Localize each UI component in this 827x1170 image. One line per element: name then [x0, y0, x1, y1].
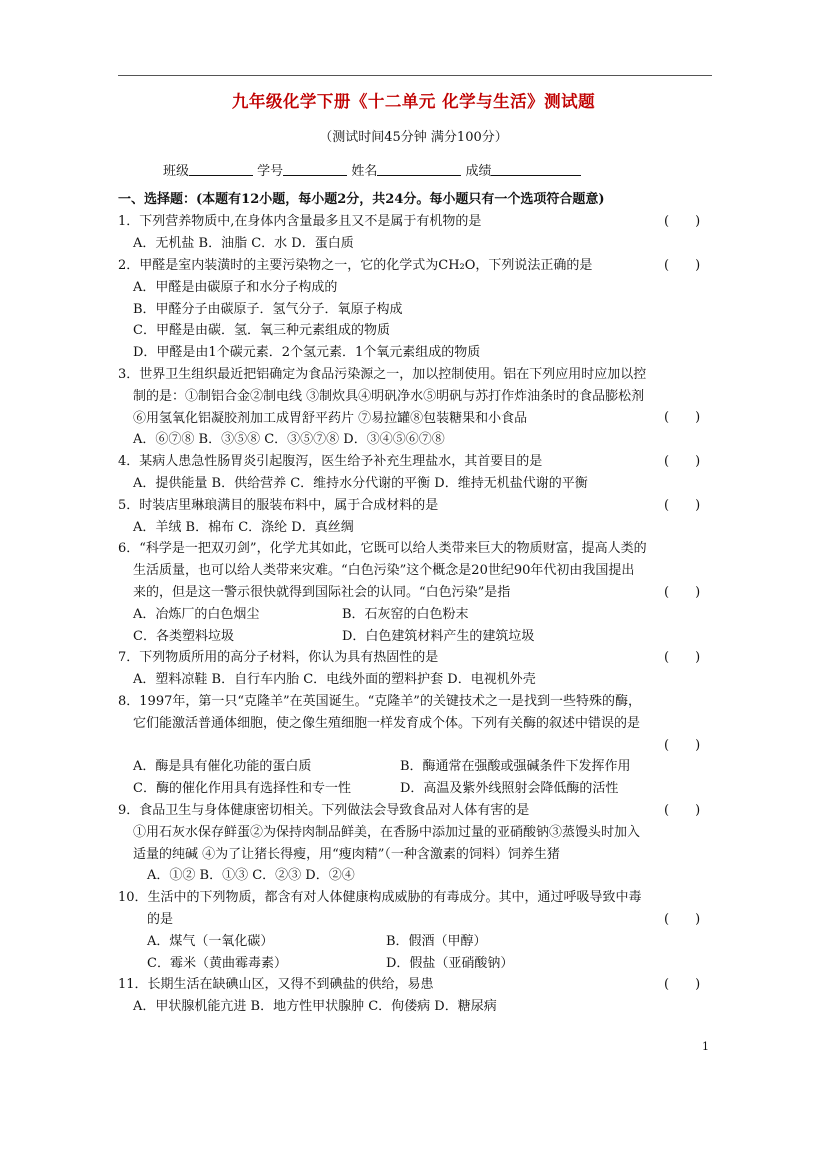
answer-paren-5[interactable]: ( )	[664, 498, 701, 513]
header-rule	[118, 75, 712, 76]
option-6a: A．冶炼厂的白色烟尘	[133, 607, 260, 622]
options-1: A．无机盐 B．油脂 C．水 D．蛋白质	[133, 236, 354, 251]
option-2a: A．甲醛是由碳原子和水分子构成的	[133, 280, 338, 295]
answer-paren-6[interactable]: ( )	[664, 585, 701, 600]
page-number: 1	[702, 1040, 709, 1053]
option-10d: D．假盐（亚硝酸钠）	[386, 956, 514, 971]
question-9: 9．食品卫生与身体健康密切相关。下列做法会导致食品对人体有害的是	[118, 803, 530, 818]
question-6-line2: 生活质量，也可以给人类带来灾难。“白色污染”这个概念是20世纪90年代初由我国提出	[133, 563, 635, 578]
question-3-line1: 3．世界卫生组织最近把铝确定为食品污染源之一，加以控制使用。铝在下列应用时应加以控	[118, 367, 647, 382]
score-label: 成绩	[465, 164, 492, 179]
question-3-line3: ⑥用氢氧化铝凝胶剂加工成胃舒平药片 ⑦易拉罐⑧包装糖果和小食品	[133, 411, 528, 426]
name-blank[interactable]	[377, 163, 461, 176]
options-5: A．羊绒 B．棉布 C．涤纶 D．真丝绸	[133, 520, 354, 535]
option-10c: C．霉米（黄曲霉毒素）	[147, 956, 287, 971]
question-9-line2: ①用石灰水保存鲜蛋②为保持肉制品鲜美，在香肠中添加过量的亚硝酸钠③蒸馒头时加入	[133, 825, 641, 840]
option-8d: D．高温及紫外线照射会降低酶的活性	[400, 781, 619, 796]
answer-paren-8[interactable]: ( )	[664, 738, 701, 753]
answer-paren-2[interactable]: ( )	[664, 258, 701, 273]
option-2c: C．甲醛是由碳．氢．氧三种元素组成的物质	[133, 323, 390, 338]
answer-paren-4[interactable]: ( )	[664, 454, 701, 469]
options-4: A．提供能量 B．供给营养 C．维持水分代谢的平衡 D．维持无机盐代谢的平衡	[133, 476, 588, 491]
answer-paren-3[interactable]: ( )	[664, 410, 701, 425]
option-6c: C．各类塑料垃圾	[133, 629, 234, 644]
id-label: 学号	[257, 164, 284, 179]
class-blank[interactable]	[189, 163, 253, 176]
question-10-line1: 10．生活中的下列物质，都含有对人体健康构成威胁的有毒成分。其中，通过呼吸导致中毒	[118, 890, 642, 905]
options-3: A．⑥⑦⑧ B．③⑤⑧ C．③⑤⑦⑧ D．③④⑤⑥⑦⑧	[133, 432, 445, 447]
option-10b: B．假酒（甲醇）	[386, 934, 487, 949]
question-8-line1: 8．1997年，第一只“克隆羊”在英国诞生。“克隆羊”的关键技术之一是找到一些特殊的酶，	[118, 694, 641, 709]
option-8a: A．酶是具有催化功能的蛋白质	[133, 759, 312, 774]
answer-paren-11[interactable]: ( )	[664, 977, 701, 992]
options-11: A．甲状腺机能亢进 B．地方性甲状腺肿 C．佝偻病 D．糖尿病	[133, 999, 497, 1014]
answer-paren-10[interactable]: ( )	[664, 912, 701, 927]
options-9: A．①② B．①③ C．②③ D．②④	[147, 868, 355, 883]
question-9-line3: 适量的纯碱 ④为了让猪长得瘦，用“瘦肉精”（一种含激素的饲料）饲养生猪	[133, 847, 560, 862]
question-6-line3: 来的，但是这一警示很快就得到国际社会的认同。“白色污染”是指	[133, 585, 511, 600]
option-10a: A．煤气（一氧化碳）	[147, 934, 274, 949]
option-2d: D．甲醛是由1个碳元素．2个氢元素．1个氧元素组成的物质	[133, 345, 481, 360]
question-1: 1．下列营养物质中,在身体内含量最多且又不是属于有机物的是	[118, 214, 482, 229]
question-10-line2: 的是	[147, 912, 174, 927]
option-6b: B．石灰窑的白色粉末	[342, 607, 469, 622]
option-2b: B．甲醛分子由碳原子．氢气分子．氧原子构成	[133, 302, 403, 317]
answer-paren-7[interactable]: ( )	[664, 650, 701, 665]
student-info-row	[163, 160, 581, 179]
option-8c: C．酶的催化作用具有选择性和专一性	[133, 781, 351, 796]
question-11: 11．长期生活在缺碘山区，又得不到碘盐的供给，易患	[118, 977, 434, 992]
question-4: 4．某病人患急性肠胃炎引起腹泻，医生给予补充生理盐水，其首要目的是	[118, 454, 543, 469]
question-6-line1: 6．“科学是一把双刃剑”，化学尤其如此，它既可以给人类带来巨大的物质财富，提高人类的	[118, 541, 647, 556]
section-heading: 一、选择题：(本题有12小题，每小题2分，共24分。每小题只有一个选项符合题意)	[118, 192, 605, 207]
page-title: 九年级化学下册《十二单元 化学与生活》测试题	[231, 92, 596, 111]
question-2: 2．甲醛是室内装潢时的主要污染物之一，它的化学式为CH₂O，下列说法正确的是	[118, 258, 593, 273]
class-label: 班级	[163, 164, 190, 179]
question-3-line2: 制的是：①制铝合金②制电线 ③制炊具④明矾净水⑤明矾与苏打作炸油条时的食品膨松剂	[133, 389, 645, 404]
answer-paren-9[interactable]: ( )	[664, 803, 701, 818]
id-blank[interactable]	[283, 163, 347, 176]
page-subtitle: （测试时间45分钟 满分100分）	[319, 130, 508, 145]
question-7: 7．下列物质所用的高分子材料，你认为具有热固性的是	[118, 650, 439, 665]
option-6d: D．白色建筑材料产生的建筑垃圾	[342, 629, 535, 644]
options-7: A．塑料凉鞋 B．自行车内胎 C．电线外面的塑料护套 D．电视机外壳	[133, 672, 536, 687]
answer-paren-1[interactable]: ( )	[664, 214, 701, 229]
question-5: 5．时装店里琳琅满目的服装布料中，属于合成材料的是	[118, 498, 439, 513]
question-8-line2: 它们能激活普通体细胞，使之像生殖细胞一样发育成个体。下列有关酶的叙述中错误的是	[133, 716, 641, 731]
name-label: 姓名	[351, 164, 378, 179]
score-blank[interactable]	[491, 163, 581, 176]
option-8b: B．酶通常在强酸或强碱条件下发挥作用	[400, 759, 631, 774]
